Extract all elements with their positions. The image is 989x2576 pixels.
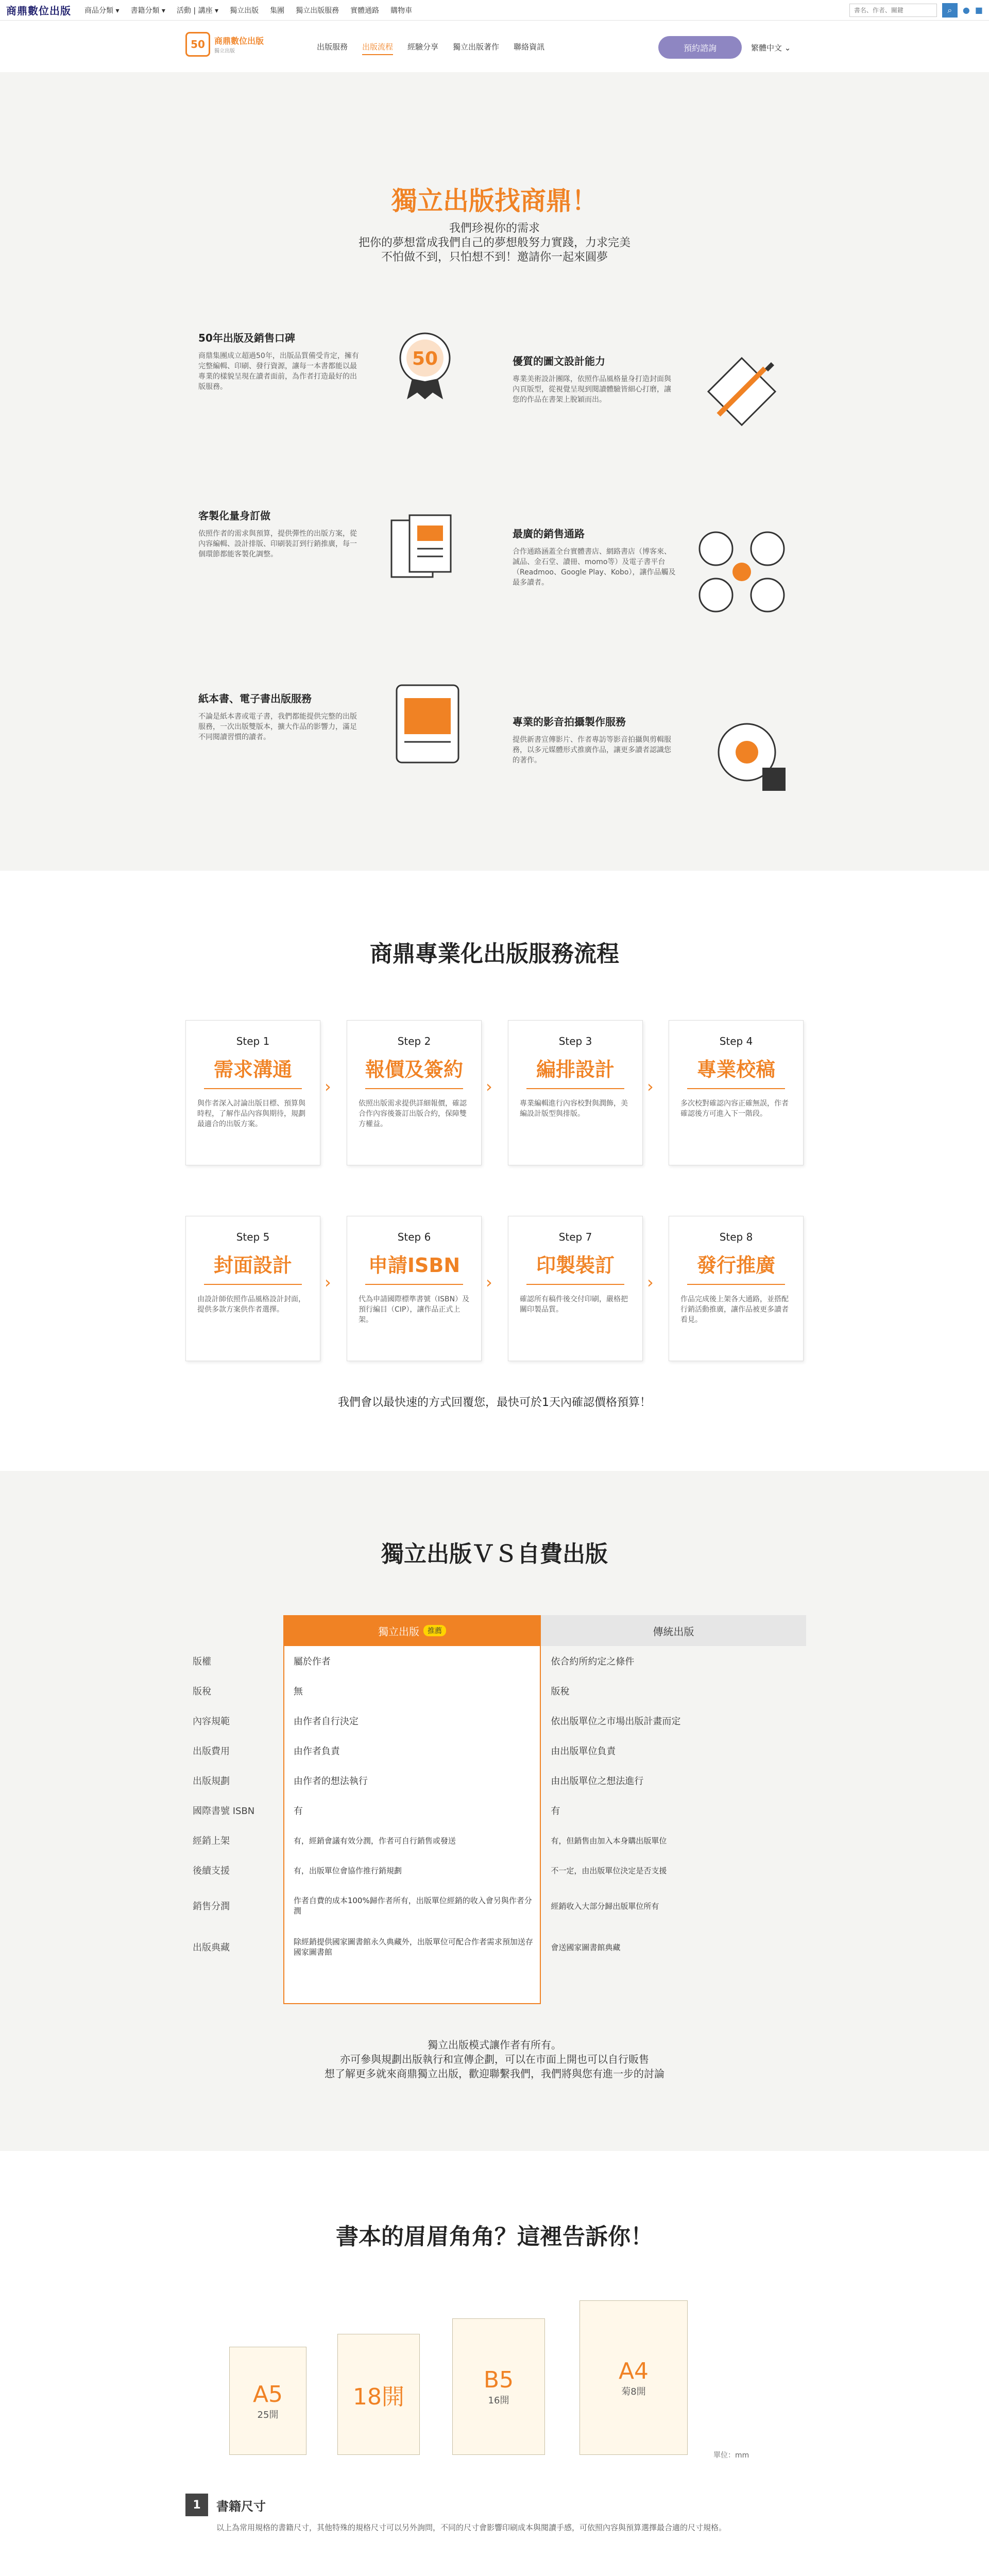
nav-item[interactable]: 聯絡資訊: [514, 42, 545, 52]
note-line: 亦可參與規劃出版執行和宣傳企劃，可以在市面上開也可以自行販售: [340, 2053, 649, 2065]
search-input[interactable]: [849, 4, 937, 17]
step-divider: [204, 1088, 302, 1089]
process-step: [185, 1216, 320, 1361]
indie-cell: 由作者負責: [293, 1746, 340, 1757]
book-size-a4: [579, 2300, 688, 2455]
indie-label: 獨立出版: [378, 1625, 419, 1638]
step-desc: 由設計師依照作品風格設計封面，提供多款方案供作者選擇。: [197, 1295, 305, 1314]
lead-line: 不怕做不到，只怕想不到！邀請你一起來圓夢: [381, 251, 608, 264]
step-desc: 確認所有稿件後交付印刷，嚴格把關印製品質。: [520, 1295, 628, 1314]
book-size-b5: [452, 2318, 545, 2455]
indie-cell: 有，出版單位會協作推行銷規劃: [293, 1866, 402, 1875]
indie-cell: 作者自費的成本100%歸作者所有，出版單位經銷的收入會另與作者分潤: [293, 1896, 532, 1916]
section-title: 書籍尺寸: [216, 2499, 266, 2514]
step-divider: [687, 1088, 785, 1089]
process-title: 商鼎專業化出版服務流程: [370, 941, 619, 967]
camera-icon: [706, 716, 793, 799]
step-number: Step 6: [397, 1231, 431, 1243]
step-name: 專業校稿: [696, 1058, 775, 1081]
self-cell: 依出版單位之市場出版計畫而定: [551, 1716, 681, 1727]
top-nav-item[interactable]: 商品分類 ▾: [84, 6, 120, 15]
step-divider: [526, 1088, 624, 1089]
top-nav: [84, 5, 412, 15]
brand-mark: 50: [185, 32, 210, 57]
process-step: [347, 1216, 482, 1361]
step-name: 封面設計: [213, 1254, 292, 1277]
top-nav-item[interactable]: 集團: [270, 6, 285, 15]
arrow-right-icon: ›: [325, 1077, 331, 1096]
step-name: 發行推廣: [696, 1254, 775, 1277]
step-desc: 專業編輯進行內容校對與潤飾，美編設計版型與排版。: [520, 1099, 628, 1118]
compare-note: [0, 2038, 989, 2081]
site-logo[interactable]: 商鼎數位出版: [6, 5, 71, 17]
language-label: 繁體中文: [751, 43, 782, 53]
self-cell: 有，但銷售由加入本身購出版單位: [551, 1836, 667, 1845]
note-line: 想了解更多就來商鼎獨立出版，歡迎聯繫我們，我們將與您有進一步的討論: [325, 2067, 664, 2080]
process-step: [508, 1020, 643, 1165]
row-label: 版權: [193, 1656, 211, 1667]
self-cell: 不一定，由出版單位決定是否支援: [551, 1866, 667, 1875]
self-cell: 會送國家圖書館典藏: [551, 1942, 621, 1952]
nav-item[interactable]: 經驗分享: [407, 42, 439, 52]
row-label: 出版典藏: [193, 1942, 230, 1953]
top-nav-item[interactable]: 活動 | 講座 ▾: [176, 6, 219, 15]
feature-card: [513, 714, 677, 766]
indie-column-header: [283, 1615, 541, 1646]
process-note: 我們會以最快速的方式回覆您，最快可於1天內確認價格預算！: [338, 1396, 651, 1409]
process-step: [508, 1216, 643, 1361]
step-number: Step 8: [719, 1231, 753, 1243]
step-desc: 與作者深入討論出版目標、預算與時程，了解作品內容與期待，規劃最適合的出版方案。: [197, 1099, 305, 1128]
user-icon[interactable]: ●: [962, 5, 970, 15]
nav-item[interactable]: 出版服務: [317, 42, 348, 52]
step-number: Step 5: [236, 1231, 270, 1243]
feature-title: 優質的圖文設計能力: [513, 355, 605, 367]
table-row: [185, 1646, 804, 1676]
step-name: 報價及簽約: [365, 1058, 463, 1081]
row-label: 出版費用: [193, 1746, 230, 1757]
indie-cell: 屬於作者: [293, 1656, 331, 1667]
indie-cell: 有: [293, 1806, 303, 1817]
section-number: 1: [185, 2494, 208, 2516]
brand-name: [214, 35, 264, 54]
note-line: 獨立出版模式讓作者有所有。: [428, 2039, 561, 2051]
top-nav-item[interactable]: 獨立出版服務: [296, 6, 339, 15]
table-row: [185, 1926, 804, 1968]
top-nav-item[interactable]: 書籍分類 ▾: [130, 6, 165, 15]
feature-text: 不論是紙本書或電子書，我們都能提供完整的出版服務，一次出版雙版本，擴大作品的影響力，滿足不同閱讀習慣的讀者。: [198, 713, 357, 741]
row-label: 版稅: [193, 1686, 211, 1697]
feature-card: [513, 353, 677, 405]
hero-lead: [0, 222, 989, 265]
tablet-icon: [386, 680, 469, 768]
step-name: 印製裝訂: [536, 1254, 615, 1277]
feature-title: 客製化量身訂做: [198, 510, 270, 522]
nav-item[interactable]: 獨立出版著作: [453, 42, 500, 52]
main-nav: [317, 41, 544, 55]
spec-heading: [185, 2494, 266, 2516]
svg-text:50: 50: [412, 348, 438, 369]
feature-text: 商鼎集團成立超過50年，出版品質備受肯定，擁有完整編輯、印刷、發行資源，讓每一本書都能以最專業的樣貌呈現在讀者面前，為作者打造最好的出版服務。: [198, 352, 359, 391]
table-row: [185, 1885, 804, 1926]
top-actions: [849, 3, 983, 18]
top-nav-item[interactable]: 實體通路: [350, 6, 380, 15]
feature-card: [198, 330, 363, 392]
step-number: Step 7: [558, 1231, 592, 1243]
feature-text: 專業美術設計團隊，依照作品風格量身打造封面與內頁版型，從視覺呈現到閱讀體驗皆細心打磨，讓您的作品在書架上脫穎而出。: [513, 375, 671, 404]
step-desc: 作品完成後上架各大通路，並搭配行銷活動推廣，讓作品被更多讀者看見。: [680, 1295, 789, 1324]
row-label: 後續支援: [193, 1866, 230, 1876]
brand-title: 商鼎數位出版: [214, 36, 264, 46]
table-row: [185, 1855, 804, 1885]
feature-text: 依照作者的需求與預算，提供彈性的出版方案，從內容編輯、設計排版、印刷裝訂到行銷推廣，每一個環節都能客製化調整。: [198, 530, 357, 558]
unit-label: 單位：mm: [713, 2451, 749, 2460]
process-step: [669, 1216, 804, 1361]
process-section: [0, 871, 989, 1471]
feature-title: 最廣的銷售通路: [513, 528, 585, 540]
indie-cell: 除經銷提供國家圖書館永久典藏外，出版單位可配合作者需求預加送存國家圖書館: [293, 1937, 533, 1957]
section-text: 以上為常用規格的書籍尺寸，其他特殊的規格尺寸可以另外詢問，不同的尺寸會影響印刷成本與閱讀手感，可依照內容與預算選擇最合適的尺寸規格。: [216, 2523, 727, 2532]
indie-cell: 無: [293, 1686, 303, 1697]
arrow-right-icon: ›: [486, 1273, 492, 1292]
step-desc: 多次校對確認內容正確無誤，作者確認後方可進入下一階段。: [680, 1099, 789, 1118]
table-row: [185, 1706, 804, 1736]
step-number: Step 3: [558, 1035, 592, 1047]
site-header: [0, 21, 989, 72]
row-label: 銷售分潤: [193, 1901, 230, 1912]
table-row: [185, 1766, 804, 1795]
hero-section: [0, 72, 989, 886]
table-row: [185, 1795, 804, 1825]
cart-icon[interactable]: ■: [975, 5, 983, 15]
process-step: [669, 1020, 804, 1165]
arrow-right-icon: ›: [486, 1077, 492, 1096]
self-cell: 依合約所約定之條件: [551, 1656, 635, 1667]
feature-text: 提供新書宣傳影片、作者專訪等影音拍攝與剪輯服務，以多元媒體形式推廣作品，讓更多讀者認識您的著作。: [513, 736, 671, 765]
book-size-sub: 16開: [488, 2395, 509, 2406]
book-size-name: 18開: [353, 2383, 404, 2410]
compare-table: [185, 1646, 804, 1968]
process-step: [185, 1020, 320, 1165]
lead-line: 把你的夢想當成我們自己的夢想般努力實踐，力求完美: [358, 236, 630, 249]
book-size-name: B5: [483, 2367, 514, 2393]
book-size-sub: 菊8開: [621, 2386, 646, 2397]
row-label: 出版規劃: [193, 1776, 230, 1787]
row-label: 國際書號 ISBN: [193, 1806, 255, 1817]
top-bar: [0, 0, 989, 21]
arrow-right-icon: ›: [647, 1273, 654, 1292]
step-desc: 依照出版需求提供詳細報價，確認合作內容後簽訂出版合約，保障雙方權益。: [359, 1099, 467, 1128]
book-size-name: A5: [252, 2381, 283, 2408]
compare-title: 獨立出版ＶＳ自費出版: [381, 1541, 608, 1567]
table-row: [185, 1825, 804, 1855]
specs-title: 書本的眉眉角角？這裡告訴你！: [336, 2224, 653, 2250]
step-name: 需求溝通: [213, 1058, 292, 1081]
feature-text: 合作通路涵蓋全台實體書店、網路書店（博客來、誠品、金石堂、讀冊、momo等）及電子書平台（Readmoo、Google Play、Kobo），讓作品觸及最多讀者。: [513, 548, 676, 587]
step-name: 編排設計: [536, 1058, 615, 1081]
step-number: Step 2: [397, 1035, 431, 1047]
chevron-down-icon: ⌄: [784, 43, 791, 53]
arrow-right-icon: ›: [325, 1273, 331, 1292]
indie-cell: 由作者的想法執行: [293, 1776, 368, 1787]
step-name: 申請ISBN: [368, 1254, 461, 1277]
book-size-sub: 25開: [257, 2409, 279, 2420]
feature-card: [513, 526, 677, 588]
top-nav-item[interactable]: 購物車: [390, 6, 413, 15]
consult-button[interactable]: 預約諮詢: [658, 36, 742, 59]
brand-subtitle: 獨立出版: [214, 48, 235, 54]
search-icon[interactable]: ⌕: [942, 3, 958, 18]
table-row: [185, 1736, 804, 1766]
badge-icon: [391, 330, 458, 402]
indie-cell: 有，經銷會議有效分潤，作者可自行銷售或發送: [293, 1836, 456, 1845]
step-divider: [687, 1284, 785, 1285]
feature-title: 紙本書、電子書出版服務: [198, 692, 312, 705]
top-nav-item[interactable]: 獨立出版: [230, 6, 259, 15]
row-label: 經銷上架: [193, 1836, 230, 1846]
nav-item-active[interactable]: 出版流程: [362, 41, 393, 55]
self-cell: 版稅: [551, 1686, 570, 1697]
row-label: 內容規範: [193, 1716, 230, 1727]
channels-icon: [693, 526, 791, 618]
step-divider: [365, 1088, 463, 1089]
recommend-badge: 推薦: [423, 1625, 446, 1636]
language-select[interactable]: [751, 42, 791, 53]
book-size-name: A4: [618, 2358, 649, 2384]
arrow-right-icon: ›: [647, 1077, 654, 1096]
step-divider: [365, 1284, 463, 1285]
process-step: [347, 1020, 482, 1165]
hero-title: 獨立出版找商鼎！: [391, 186, 598, 216]
self-cell: 由出版單位負責: [551, 1746, 616, 1757]
feature-card: [198, 690, 363, 742]
book-size-18k: [337, 2334, 420, 2455]
lead-line: 我們珍視你的需求: [449, 222, 540, 235]
book-size-a5: [229, 2347, 306, 2455]
brand-logo[interactable]: [185, 32, 264, 57]
self-cell: 經銷收入大部分歸出版單位所有: [551, 1901, 659, 1911]
pencil-icon: [701, 350, 783, 433]
documents-icon: [381, 510, 464, 587]
self-cell: 有: [551, 1806, 560, 1817]
self-cell: 由出版單位之想法進行: [551, 1776, 644, 1787]
indie-cell: 由作者自行決定: [293, 1716, 359, 1727]
step-divider: [204, 1284, 302, 1285]
step-divider: [526, 1284, 624, 1285]
step-number: Step 4: [719, 1035, 753, 1047]
feature-card: [198, 507, 363, 560]
step-desc: 代為申請國際標準書號（ISBN）及預行編目（CIP），讓作品正式上架。: [359, 1295, 470, 1324]
feature-title: 專業的影音拍攝製作服務: [513, 716, 626, 728]
step-number: Step 1: [236, 1035, 270, 1047]
feature-title: 50年出版及銷售口碑: [198, 332, 295, 344]
self-column-header: 傳統出版: [541, 1615, 806, 1646]
table-row: [185, 1676, 804, 1706]
